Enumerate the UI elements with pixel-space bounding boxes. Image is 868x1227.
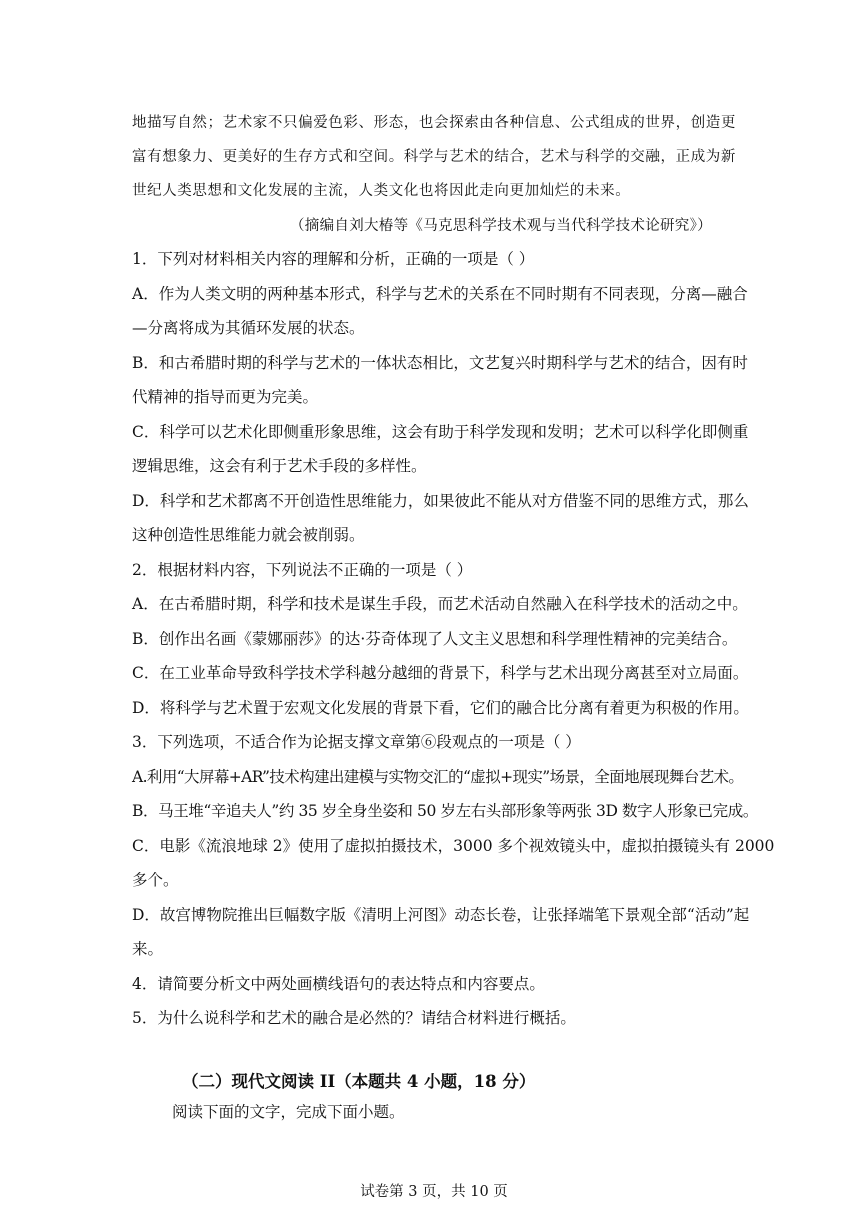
option-c-cont: 逻辑思维，这会有利于艺术手段的多样性。 — [132, 457, 427, 475]
option-c: C．科学可以艺术化即侧重形象思维，这会有助于科学发现和发明；艺术可以科学化即侧重 — [132, 423, 749, 441]
source-citation: （摘编自刘大椿等《马克思科学技术观与当代科学技术论研究》） — [290, 218, 712, 234]
option-d-cont: 这种创造性思维能力就会被削弱。 — [132, 526, 365, 544]
option-d: D．故宫博物院推出巨幅数字版《清明上河图》动态长卷，让张择端笔下景观全部“活动”起 — [132, 906, 750, 924]
option-c-cont: 多个。 — [132, 871, 179, 889]
option-a: A．作为人类文明的两种基本形式，科学与艺术的关系在不同时期有不同表现，分离—融合 — [132, 285, 748, 303]
option-b: B．马王堆“辛追夫人”约 35 岁全身坐姿和 50 岁左右头部形象等两张 3D 数字人形象已完成。 — [132, 802, 758, 820]
question-stem: 1．下列对材料相关内容的理解和分析，正确的一项是（ ） — [132, 250, 535, 268]
option-a-cont: —分离将成为其循环发展的状态。 — [132, 319, 365, 337]
intro-line: 富有想象力、更美好的生存方式和空间。科学与艺术的结合，艺术与科学的交融，正成为新 — [132, 149, 736, 165]
section-title: （二）现代文阅读 II（本题共 4 小题，18 分） — [182, 1072, 536, 1091]
option-b: B．创作出名画《蒙娜丽莎》的达·芬奇体现了人文主义思想和科学理性精神的完美结合。 — [132, 630, 738, 648]
page-footer: 试卷第 3 页，共 10 页 — [360, 1184, 508, 1200]
intro-line: 世纪人类思想和文化发展的主流，人类文化也将因此走向更加灿烂的未来。 — [132, 183, 631, 199]
section-instruction: 阅读下面的文字，完成下面小题。 — [172, 1103, 405, 1121]
option-d: D．科学和艺术都离不开创造性思维能力，如果彼此不能从对方借鉴不同的思维方式，那么 — [132, 492, 749, 510]
option-b: B．和古希腊时期的科学与艺术的一体状态相比，文艺复兴时期科学与艺术的结合，因有时 — [132, 354, 748, 372]
option-d-cont: 来。 — [132, 940, 164, 958]
option-c: C．在工业革命导致科学技术学科越分越细的背景下，科学与艺术出现分离甚至对立局面。 — [132, 664, 749, 682]
question-4: 4．请简要分析文中两处画横线语句的表达特点和内容要点。 — [132, 975, 545, 993]
option-d: D．将科学与艺术置于宏观文化发展的背景下看，它们的融合比分离有着更为积极的作用。 — [132, 699, 749, 717]
option-b-cont: 代精神的指导而更为完美。 — [132, 388, 319, 406]
option-a: A．在古希腊时期，科学和技术是谋生手段，而艺术活动自然融入在科学技术的活动之中。 — [132, 595, 748, 613]
question-stem: 3．下列选项，不适合作为论据支撑文章第⑥段观点的一项是（ ） — [132, 733, 581, 751]
question-stem: 2．根据材料内容，下列说法不正确的一项是（ ） — [132, 561, 473, 579]
intro-line: 地描写自然；艺术家不只偏爱色彩、形态，也会探索由各种信息、公式组成的世界，创造更 — [132, 115, 736, 131]
option-c: C．电影《流浪地球 2》使用了虚拟拍摄技术，3000 多个视效镜头中，虚拟拍摄镜头有 2000 — [132, 837, 775, 855]
question-5: 5．为什么说科学和艺术的融合是必然的？请结合材料进行概括。 — [132, 1009, 576, 1027]
option-a: A.利用“大屏幕+AR”技术构建出建模与实物交汇的“虚拟+现实”场景，全面地展现舞台艺术。 — [132, 768, 744, 786]
